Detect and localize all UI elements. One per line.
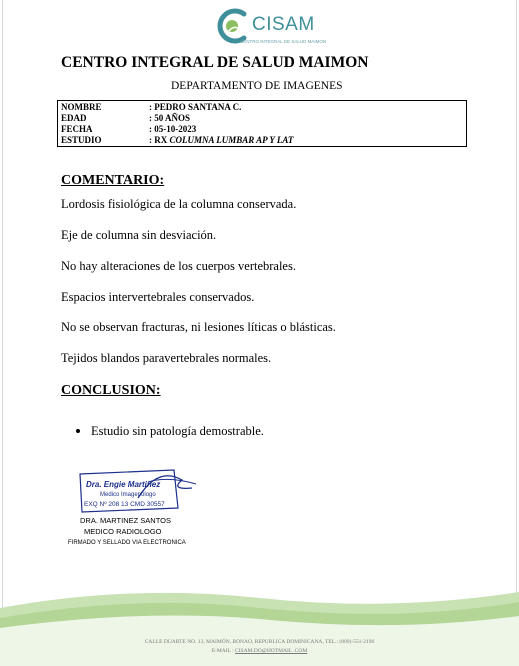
page-right-edge [516,0,517,666]
cisam-logo [214,6,327,50]
conclusion-heading: CONCLUSION: [61,383,161,398]
doctor-stamp [78,468,198,514]
finding-line: Espacios intervertebrales conservados. [61,290,255,304]
info-value: : PEDRO SANTANA C. [149,102,242,112]
info-row-fecha [61,124,196,134]
info-value: : 50 AÑOS [149,113,191,123]
info-label: NOMBRE [61,102,102,112]
finding-line: No hay alteraciones de los cuerpos vertebrales. [61,259,296,273]
finding-line: No se observan fracturas, ni lesiones líticas o blásticas. [61,320,336,334]
footer-address: CALLE DUARTE NO. 13, MAIMÓN, BONAO, REPUBLICA DOMINICANA, TEL.: (809)-551-2196 [144,639,375,645]
info-label: FECHA [61,124,93,134]
patient-info-box [57,100,467,147]
conclusion-item [76,424,264,439]
department-title: DEPARTAMENTO DE IMAGENES [171,80,343,92]
info-label: EDAD [61,113,87,123]
org-title: CENTRO INTEGRAL DE SALUD MAIMON [61,54,369,71]
signature-note: FIRMADO Y SELLADO VIA ELECTRONICA [68,540,186,546]
stamp-exequatur: EXQ Nº 208 13 CMD 30557 [84,501,165,508]
finding-line: Eje de columna sin desviación. [61,228,217,242]
stamp-role: Medico Imagenólogo [100,492,156,498]
info-row-edad [61,113,190,123]
logo-name: CISAM [252,14,315,35]
signer-title: MEDICO RADIOLOGO [84,527,162,536]
signer-name: DRA. MARTINEZ SANTOS [80,516,171,525]
footer-email[interactable]: CISAM.DO@HOTMAIL .COM [235,648,308,654]
info-value-prefix: : RX [149,135,170,145]
info-value: COLUMNA LUMBAR AP Y LAT [169,135,294,145]
finding-line: Tejidos blandos paravertebrales normales. [61,351,272,365]
page-left-edge [2,0,3,666]
footer-email-line [0,648,519,654]
info-label: ESTUDIO [61,135,102,145]
logo-tagline: CENTRO INTEGRAL DE SALUD MAIMON [240,39,327,44]
footer-email-label: E-MAIL : [211,648,236,654]
stamp-name: Dra. Engie Martinez [86,480,161,489]
info-value: : 05-10-2023 [149,124,197,134]
footer-wave [0,588,519,666]
conclusion-text: Estudio sin patología demostrable. [91,424,264,438]
info-row-estudio [61,135,293,145]
comment-heading: COMENTARIO: [61,173,165,188]
bullet-icon [76,429,80,433]
finding-line: Lordosis fisiológica de la columna conservada. [61,197,297,211]
info-row-nombre [61,102,241,112]
